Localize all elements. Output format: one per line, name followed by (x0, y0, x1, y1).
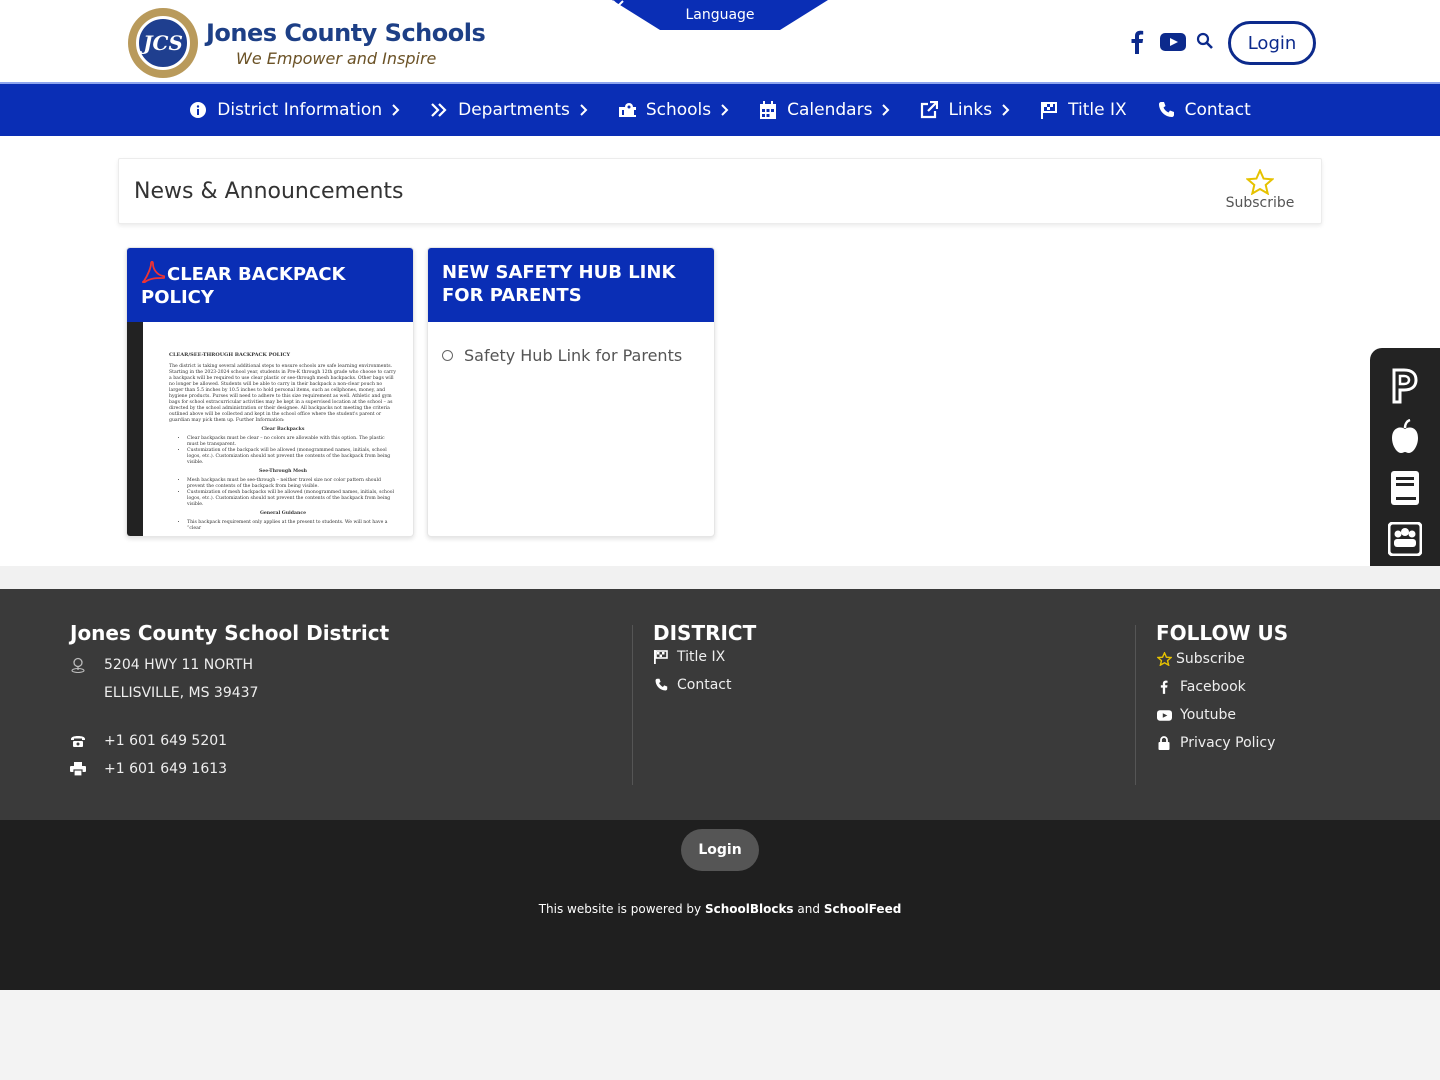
chevron-right-icon (580, 104, 588, 116)
flag-icon (1040, 101, 1058, 119)
footer-link-privacy-policy[interactable] (1156, 735, 1386, 751)
footer-link-subscribe[interactable] (1156, 651, 1386, 667)
telephone-icon (70, 733, 86, 749)
news-card-safety-hub[interactable] (427, 247, 715, 537)
facebook-icon (1156, 679, 1172, 695)
doc-body: The district is taking several additional steps to ensure schools are safe learning environments. Starting in the 2023-2024 school year, students in Pre-K through 12th grade who choose to carry a backpack will be required to use clear plastic or see-through mesh backpacks. Other bags will no longer be allowed. Students will be able to carry in their backpack a non-clear pouch no larger than 5.5 inches by 10.5 inches to hold personal items, such as cellphones, money, and hygiene products. Purses will need to adhere to this size requirement as well. Athletic and gym bags for school extracurricular activities may be kept in a supervised location at the school – as directed by the school administration or their designee. All backpacks not meeting the criteria outlined above will be collected and kept in the school office where the student's parent or guardian may pick them up. Further Information: (169, 364, 396, 423)
card-header[interactable] (428, 248, 714, 322)
address-line-2[interactable]: ELLISVILLE, MS 39437 (104, 685, 259, 701)
card-title: NEW SAFETY HUB LINK FOR PARENTS (442, 262, 676, 306)
nav-label: Contact (1184, 100, 1251, 120)
address-row-2 (70, 685, 610, 701)
nav-label: Schools (645, 100, 712, 120)
link-label: Safety Hub Link for Parents (464, 346, 683, 365)
doc-list-item: • This backpack requirement only applies at the present to students. We will not have a “clear (187, 520, 397, 532)
footer-contact (70, 621, 610, 777)
site-logo[interactable] (128, 8, 488, 78)
youtube-icon (1156, 707, 1172, 723)
nav-title-ix[interactable] (1040, 83, 1127, 137)
footer-link-label: Title IX (677, 649, 726, 665)
fax-row (70, 761, 610, 777)
card-header[interactable] (127, 248, 413, 322)
pdf-icon (141, 261, 165, 283)
footer-login-button[interactable]: Login (681, 829, 759, 871)
news-card-clear-backpack[interactable] (126, 247, 414, 537)
schoolblocks-link[interactable]: SchoolBlocks (704, 902, 794, 916)
nav-label: Title IX (1068, 100, 1127, 120)
nav-links[interactable] (920, 83, 1010, 137)
document-preview-margin (127, 322, 143, 537)
apple-icon[interactable] (1387, 419, 1423, 455)
schoolfeed-link[interactable]: SchoolFeed (823, 902, 902, 916)
nav-label: Calendars (787, 100, 873, 120)
phone-icon (653, 677, 669, 693)
map-icon (618, 101, 636, 119)
nav-calendars[interactable] (759, 83, 890, 137)
doc-list-item: • Mesh backpacks must be see-through – neither travel size nor color pattern should prevent the contents of the backpack from being visible. (187, 478, 397, 490)
site-footer (0, 589, 1440, 820)
footer-district-heading: DISTRICT (653, 621, 757, 645)
page-title: News & Announcements (134, 179, 404, 204)
footer-follow-heading: FOLLOW US (1156, 621, 1289, 645)
footer-link-facebook[interactable] (1156, 679, 1386, 695)
chevron-right-icon (882, 104, 890, 116)
lock-icon (1156, 735, 1172, 751)
phone-icon (1157, 101, 1175, 119)
footer-divider (632, 625, 633, 785)
footer-link-label: Privacy Policy (1180, 735, 1276, 751)
language-label: Language (685, 7, 755, 23)
subscribe-label: Subscribe (1225, 195, 1295, 211)
footer-link-label: Facebook (1180, 679, 1246, 695)
nav-district-information[interactable] (189, 83, 400, 137)
site-tagline: We Empower and Inspire (236, 48, 437, 68)
chevron-right-icon (1002, 104, 1010, 116)
nav-contact[interactable] (1157, 83, 1251, 137)
powered-prefix: This website is powered by (538, 902, 702, 916)
doc-title: CLEAR/SEE-THROUGH BACKPACK POLICY (169, 352, 291, 358)
youtube-icon[interactable] (1160, 28, 1186, 56)
doc-list-item: • Clear backpacks must be clear – no colors are allowable with this option. The plastic must be transparent. (187, 436, 397, 448)
footer-follow (1156, 621, 1386, 751)
flag-icon (653, 649, 669, 665)
fax-number[interactable]: +1 601 649 1613 (104, 761, 228, 777)
nav-schools[interactable] (618, 83, 729, 137)
chevron-down-icon (612, 0, 624, 8)
nav-label: Departments (458, 100, 570, 120)
nav-label: Links (948, 100, 993, 120)
footer-divider (1135, 625, 1136, 785)
footer-link-contact[interactable] (653, 677, 1113, 693)
powered-and: and (797, 902, 820, 916)
footer-link-youtube[interactable] (1156, 707, 1386, 723)
facebook-icon[interactable] (1124, 28, 1150, 56)
doc-list-item: • Customization of mesh backpacks will be allowed (monogrammed names, initials, school logos, etc.). Customization should not prevent the contents of the backpack from being visible. (187, 490, 397, 508)
district-seal (128, 8, 198, 78)
info-circle-icon (189, 101, 207, 119)
book-icon[interactable] (1387, 470, 1423, 506)
powerschool-icon[interactable] (1387, 368, 1423, 404)
star-icon (1246, 169, 1274, 195)
main-navigation (0, 82, 1440, 136)
doc-section: General Guidance (259, 511, 307, 516)
footer-link-label: Subscribe (1176, 651, 1245, 667)
double-chevron-icon (430, 101, 448, 119)
doc-section: See-Through Mesh (259, 469, 307, 474)
printer-icon (70, 761, 86, 777)
footer-link-title-ix[interactable] (653, 649, 1113, 665)
search-icon[interactable] (1196, 32, 1216, 52)
map-pin-icon (70, 657, 86, 673)
doc-list-item: • Customization of the backpack will be allowed (monogrammed names, initials, school logos, etc.). Customization should not prevent the contents of the backpack from being visible. (187, 448, 397, 466)
classroom-icon[interactable] (1387, 521, 1423, 557)
card-title: CLEAR BACKPACK POLICY (141, 264, 346, 308)
subscribe-button[interactable] (1225, 169, 1295, 211)
doc-section: Clear Backpacks (261, 427, 305, 432)
site-header (0, 0, 1440, 82)
chevron-right-icon (721, 104, 729, 116)
footer-bottom (0, 820, 1440, 990)
address-row (70, 657, 610, 673)
document-page (169, 352, 397, 532)
login-button[interactable]: Login (1228, 21, 1316, 65)
powered-by (0, 902, 1440, 916)
external-link-icon (920, 101, 938, 119)
news-header (118, 158, 1322, 224)
safety-hub-link[interactable] (442, 346, 682, 365)
chevron-right-icon (392, 104, 400, 116)
site-title: Jones County Schools (206, 18, 486, 47)
nav-departments[interactable] (430, 83, 588, 137)
footer-spacer (0, 566, 1440, 589)
nav-label: District Information (217, 100, 383, 120)
footer-link-label: Youtube (1180, 707, 1236, 723)
document-preview[interactable] (127, 322, 414, 537)
footer-link-label: Contact (677, 677, 732, 693)
star-icon (1156, 651, 1172, 667)
calendar-icon (759, 101, 777, 119)
language-selector[interactable] (612, 0, 828, 30)
phone-number[interactable]: +1 601 649 5201 (104, 733, 228, 749)
footer-district (653, 621, 1113, 693)
footer-district-name: Jones County School District (70, 621, 390, 645)
address-line-1[interactable]: 5204 HWY 11 NORTH (104, 657, 253, 673)
circle-bullet-icon (442, 350, 453, 361)
seal-initials: JCS (136, 16, 190, 70)
phone-row (70, 733, 610, 749)
